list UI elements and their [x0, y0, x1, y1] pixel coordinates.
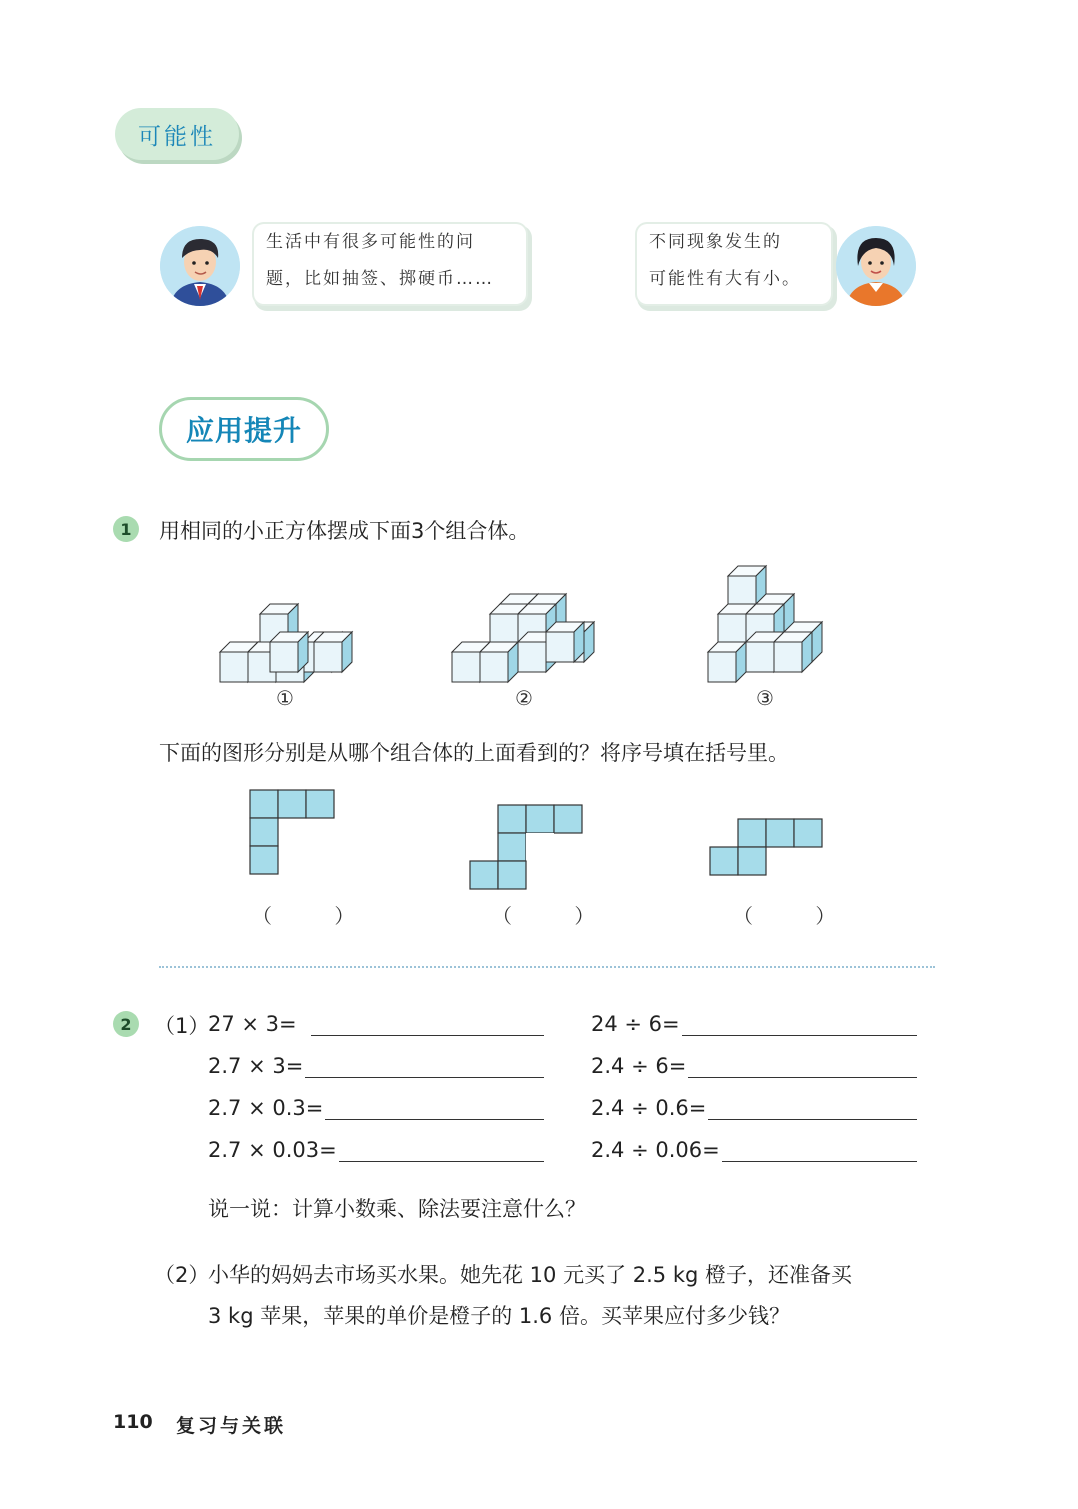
cube-figure-2	[452, 594, 594, 682]
equation-right-3	[591, 1096, 917, 1120]
page-number: 110	[113, 1411, 153, 1433]
question-2-badge: 2	[113, 1011, 139, 1037]
equation-left-1	[208, 1012, 544, 1036]
question-1-badge: 1	[113, 516, 139, 542]
girl-avatar	[836, 226, 916, 306]
boy-avatar	[160, 226, 240, 306]
bubble-right-line1: 不同现象发生的	[649, 232, 782, 252]
top-view-figures	[240, 785, 840, 895]
speech-bubble-right	[637, 224, 831, 304]
equation-left-3-text: 2.7 × 0.3=	[208, 1096, 324, 1120]
bubble-left-line2: 题，比如抽签、掷硬币……	[266, 269, 494, 289]
equation-left-3	[208, 1096, 544, 1120]
answer-line[interactable]	[311, 1013, 544, 1036]
answer-blank-3[interactable]: （ ）	[733, 904, 864, 928]
cube-figure-1	[220, 604, 352, 682]
answer-line[interactable]	[305, 1055, 544, 1078]
question-1-text: 用相同的小正方体摆成下面3个组合体。	[159, 519, 530, 543]
answer-blank-2[interactable]: （ ）	[492, 904, 623, 928]
equation-right-1-text: 24 ÷ 6=	[591, 1012, 680, 1036]
figure-label-3: ③	[756, 686, 774, 710]
answer-line[interactable]	[682, 1013, 917, 1036]
question-2-part1-label: （1）	[154, 1014, 210, 1038]
answer-line[interactable]	[339, 1139, 544, 1162]
discuss-prompt: 说一说：计算小数乘、除法要注意什么？	[208, 1197, 586, 1221]
cube-figures	[200, 560, 860, 690]
figure-label-2: ②	[515, 686, 533, 710]
bubble-right-line2: 可能性有大有小。	[649, 269, 801, 289]
equation-right-1	[591, 1012, 917, 1036]
speech-bubble-left	[254, 224, 526, 304]
figure-label-1: ①	[276, 686, 294, 710]
question-2-part2-line1: 小华的妈妈去市场买水果。她先花 10 元买了 2.5 kg 橙子，还准备买	[208, 1263, 852, 1287]
boy-face-icon	[160, 226, 240, 306]
equation-right-3-text: 2.4 ÷ 0.6=	[591, 1096, 707, 1120]
top-view-a	[250, 790, 334, 874]
answer-line[interactable]	[688, 1055, 917, 1078]
section-divider	[159, 966, 935, 968]
top-view-b	[470, 805, 582, 889]
equation-left-2	[208, 1054, 544, 1078]
footer-title: 复习与关联	[176, 1415, 287, 1437]
equation-left-4-text: 2.7 × 0.03=	[208, 1138, 337, 1162]
equation-left-1-text: 27 × 3=	[208, 1012, 297, 1036]
question-2-part2-line2: 3 kg 苹果，苹果的单价是橙子的 1.6 倍。买苹果应付多少钱？	[208, 1304, 790, 1328]
equation-right-2-text: 2.4 ÷ 6=	[591, 1054, 687, 1078]
answer-line[interactable]	[708, 1097, 917, 1120]
answer-line[interactable]	[325, 1097, 544, 1120]
section-tag-apply: 应用提升	[159, 397, 329, 461]
girl-face-icon	[836, 226, 916, 306]
question-2-part2-label: （2）	[154, 1263, 210, 1287]
question-1-subtext: 下面的图形分别是从哪个组合体的上面看到的？将序号填在括号里。	[159, 741, 789, 765]
section-tag-possibility: 可能性	[115, 108, 239, 160]
answer-blank-1[interactable]: （ ）	[252, 904, 383, 928]
equation-left-4	[208, 1138, 544, 1162]
bubble-left-line1: 生活中有很多可能性的问	[266, 232, 475, 252]
equation-left-2-text: 2.7 × 3=	[208, 1054, 304, 1078]
equation-right-4	[591, 1138, 917, 1162]
equation-right-4-text: 2.4 ÷ 0.06=	[591, 1138, 720, 1162]
top-view-c	[710, 819, 822, 875]
cube-figure-3	[708, 566, 822, 682]
equation-right-2	[591, 1054, 917, 1078]
answer-line[interactable]	[722, 1139, 917, 1162]
